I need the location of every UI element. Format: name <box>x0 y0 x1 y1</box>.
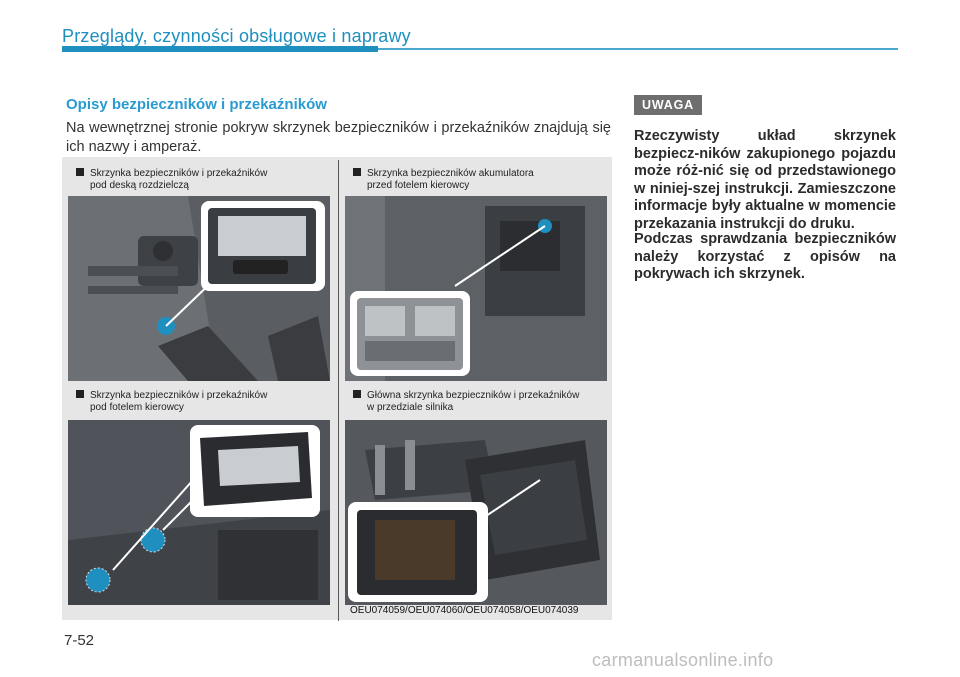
note-paragraph-2: Podczas sprawdzania bezpieczników należy korzystać z opisów na pokrywach ich skrzynek. <box>634 231 896 282</box>
figure-caption-battery: Skrzynka bezpieczników akumulatora przed fotelem kierowcy <box>353 168 534 192</box>
figure-caption-dash: Skrzynka bezpieczników i przekaźników pod deską rozdzielczą <box>76 168 267 192</box>
note-paragraph-1: Rzeczywisty układ skrzynek bezpiecz-ników zakupionego pojazdu może róż-nić się od przedstawionego w niniej-szej instrukcji. Zamieszczone informacje były aktualne w momencie przekazania instrukcji do druku. <box>634 128 896 232</box>
watermark: carmanualsonline.info <box>592 650 774 670</box>
bullet-square-icon <box>353 390 361 398</box>
photo-battery-fuse-box <box>345 196 607 381</box>
bullet-square-icon <box>76 390 84 398</box>
intro-paragraph: Na wewnętrznej stronie pokryw skrzynek bezpieczników i przekaźników znajdują się ich nazwy i amperaż. <box>66 120 611 155</box>
photo-seat-fuse-box <box>68 420 330 605</box>
photo-engine-fuse-box <box>345 420 607 605</box>
figure-code: OEU074059/OEU074060/OEU074058/OEU074039 <box>350 605 579 616</box>
bullet-square-icon <box>76 168 84 176</box>
figure-caption-seat: Skrzynka bezpieczników i przekaźników pod fotelem kierowcy <box>76 390 267 414</box>
header-accent-bar <box>62 46 378 52</box>
bullet-square-icon <box>353 168 361 176</box>
note-label: UWAGA <box>634 95 702 115</box>
page-number: 7-52 <box>64 632 95 649</box>
chapter-title: Przeglądy, czynności obsługowe i naprawy <box>62 26 411 46</box>
figure-caption-engine: Główna skrzynka bezpieczników i przekaźników w przedziale silnika <box>353 390 579 414</box>
section-title: Opisy bezpieczników i przekaźników <box>66 96 327 113</box>
photo-dashboard-fuse-box <box>68 196 330 381</box>
figure-divider <box>338 160 339 621</box>
